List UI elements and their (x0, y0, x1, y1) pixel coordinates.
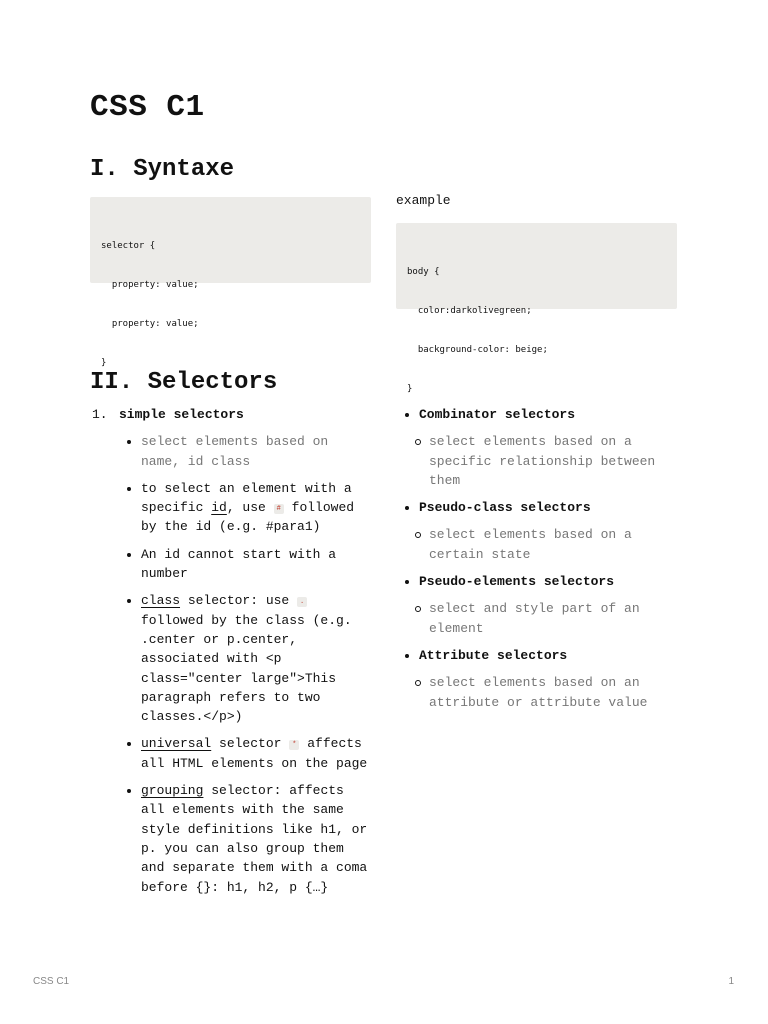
code-line: } (101, 358, 107, 368)
bullet-icon (405, 506, 409, 510)
code-line: property: value; (101, 319, 199, 329)
list-item-text: select elements based on a certain state (429, 527, 632, 562)
list-item (127, 545, 372, 584)
hollow-bullet-icon (415, 439, 421, 445)
list-item-text: followed by the class (e.g. .center or p.center, associated with <p class="center large">This paragraph refers to two classes.</p>) (141, 612, 352, 725)
bullet-icon (127, 789, 131, 793)
bullet-icon (127, 553, 131, 557)
list-item (127, 734, 372, 773)
list-item-text: An id cannot start with a number (141, 546, 337, 582)
code-line: selector { (101, 241, 156, 251)
list-item-title: Pseudo-class selectors (419, 500, 591, 516)
inline-code: * (289, 740, 299, 750)
list-item-text: affects all HTML elements on the page (141, 736, 368, 771)
underlined-term: universal (141, 736, 212, 752)
list-item-text: to select an element with a specific (141, 480, 352, 516)
underlined-term: grouping (141, 783, 204, 799)
list-item (405, 405, 675, 424)
bullet-icon (405, 580, 409, 584)
hollow-bullet-icon (415, 680, 421, 686)
list-item-text: selector: use (180, 593, 298, 609)
list-item-title: Attribute selectors (419, 647, 568, 663)
list-item (405, 572, 675, 591)
list-item-text: , use (226, 500, 274, 516)
underlined-term: class (141, 593, 181, 609)
page-number: 1 (728, 976, 734, 987)
inline-code: # (274, 504, 284, 514)
page-title: CSS C1 (90, 90, 205, 125)
list-item (127, 591, 372, 726)
list-item-title: simple selectors (119, 407, 244, 422)
list-subitem (405, 673, 675, 712)
code-line: property: value; (101, 280, 199, 290)
inline-code: . (297, 597, 307, 607)
list-subitem (405, 525, 675, 564)
hollow-bullet-icon (415, 606, 421, 612)
example-label: example (396, 193, 451, 208)
bullet-icon (127, 599, 131, 603)
footer-title: CSS C1 (33, 976, 70, 987)
other-selectors-column (405, 405, 675, 720)
hollow-bullet-icon (415, 532, 421, 538)
section-heading-selectors: II. Selectors (90, 369, 278, 396)
bullet-icon (127, 487, 131, 491)
list-item-text: select and style part of an element (429, 601, 640, 636)
list-item-text: followed by the id (e.g. #para1) (141, 500, 355, 535)
simple-selectors-column (92, 405, 382, 905)
list-number: 1. (92, 407, 108, 422)
code-line: body { (407, 267, 440, 277)
list-item (127, 479, 372, 537)
list-item-text: select elements based on an attribute or attribute value (429, 675, 648, 710)
numbered-item (92, 405, 382, 424)
list-item (405, 498, 675, 517)
list-subitem (405, 432, 675, 490)
list-item (127, 781, 372, 897)
list-subitem (405, 599, 675, 638)
list-item-title: Pseudo-elements selectors (419, 574, 615, 590)
list-item-text: select elements based on name, id class (141, 434, 329, 469)
section-heading-syntaxe: I. Syntaxe (90, 156, 235, 183)
bullet-icon (405, 654, 409, 658)
code-block-example (396, 223, 677, 394)
list-item (405, 646, 675, 665)
code-line: color:darkolivegreen; (407, 306, 532, 316)
list-item-text: selector: affects all elements with the same style definitions like h1, or p. you can also group them and separate them with a coma before {}: h1, h2, p {…} (141, 783, 368, 895)
code-block-syntax (90, 197, 371, 368)
bullet-icon (127, 440, 131, 444)
bullet-icon (127, 742, 131, 746)
underlined-term: id (211, 500, 227, 516)
code-line: background-color: beige; (407, 345, 548, 355)
code-line: } (407, 384, 413, 394)
list-item-text: select elements based on a specific relationship between them (429, 434, 656, 488)
list-item-title: Combinator selectors (419, 407, 576, 422)
list-item (127, 432, 372, 471)
list-item-text: selector (211, 736, 290, 752)
bullet-icon (405, 413, 409, 417)
